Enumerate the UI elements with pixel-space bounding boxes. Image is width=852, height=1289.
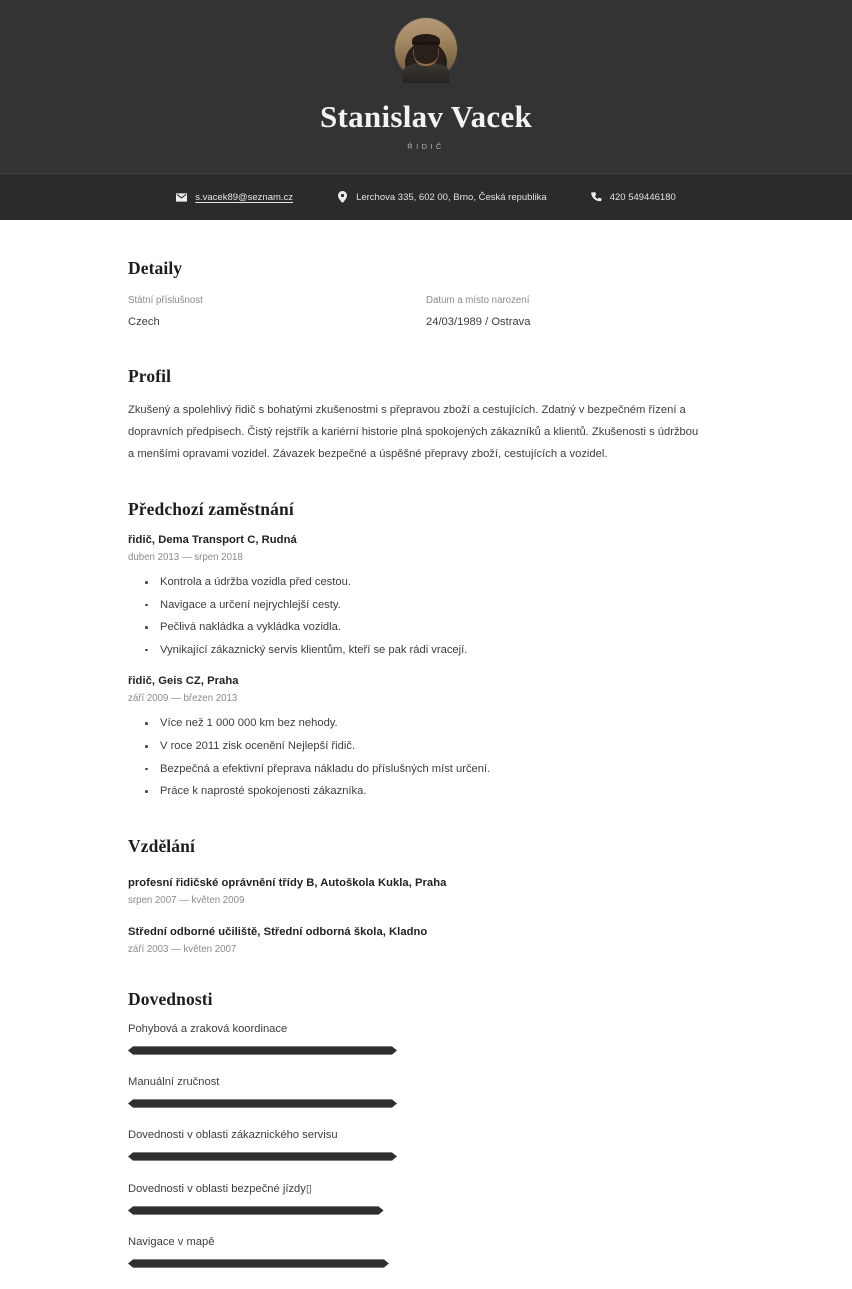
skill-item (128, 1129, 397, 1161)
experience-entry-date: září 2009 — březen 2013 (128, 693, 238, 705)
section-title-education: Vzdělání (128, 835, 195, 856)
skill-bar-track (128, 1206, 397, 1215)
skill-name: Dovednosti v oblasti bezpečné jízdy▯ (128, 1182, 313, 1195)
skill-name: Navigace v mapě (128, 1235, 215, 1248)
education-entry-date: září 2003 — květen 2007 (128, 943, 237, 955)
experience-entry-title: řidič, Dema Transport C, Rudná (128, 533, 297, 546)
list-item: Pečlivá nakládka a vykládka vozidla. (128, 616, 724, 639)
list-item: Více než 1 000 000 km bez nehody. (128, 712, 724, 735)
resume-body (0, 220, 852, 1289)
contact-address (337, 192, 547, 203)
details-columns (128, 294, 724, 330)
list-item: V roce 2011 zisk ocenění Nejlepší řidič. (128, 735, 724, 758)
contact-phone (591, 192, 676, 203)
resume-header (0, 0, 852, 174)
profile-text: Zkušený a spolehlivý řidič s bohatými zkušenostmi s přepravou zboží a cestujících. Zdatný v bezpečném řízení a dopravních předpisech. Čistý rejstřík a kariérní historie plná spokojených zákazníků a klientů. Zkušenosti s údržbou a menšími opravami vozidel. Závazek bezpečné a úspěšné přepravy zboží, cestujících a vozidel. (128, 404, 699, 461)
experience-entry-bullets (128, 571, 724, 662)
skill-item (128, 1236, 397, 1268)
skill-item (128, 1023, 397, 1055)
candidate-job-title: ŘIDIČ (407, 142, 445, 152)
phone-icon (591, 192, 602, 203)
envelope-icon (176, 192, 187, 203)
candidate-name: Stanislav Vacek (319, 99, 533, 134)
skills-grid (128, 1023, 724, 1289)
skill-bar (128, 1046, 397, 1055)
skill-name: Pohybová a zraková koordinace (128, 1022, 288, 1035)
photo-shoulders (403, 63, 449, 83)
experience-entry (128, 534, 724, 662)
contact-address-text: Lerchova 335, 602 00, Brno, Česká republika (356, 191, 547, 203)
skill-bar-track (128, 1046, 397, 1055)
section-title-experience: Předchozí zaměstnání (128, 498, 294, 519)
details-field-birth (426, 294, 724, 330)
skill-bar (128, 1206, 384, 1215)
experience-entry-date: duben 2013 — srpen 2018 (128, 551, 243, 563)
contact-phone-text: 420 549446180 (609, 191, 676, 203)
profile-photo (395, 18, 457, 80)
details-label: Státní příslušnost (128, 295, 203, 307)
skill-name: Dovednosti v oblasti zákaznického servisu (128, 1128, 338, 1141)
contact-bar (0, 174, 852, 220)
section-profile (128, 366, 724, 466)
list-item: Bezpečná a efektivní přeprava nákladu do příslušných míst určení. (128, 758, 724, 781)
list-item: Navigace a určení nejrychlejší cesty. (128, 594, 724, 617)
experience-entry (128, 675, 724, 803)
section-education (128, 836, 724, 955)
education-entry-title: profesní řidičské oprávnění třídy B, Autoškola Kukla, Praha (128, 876, 447, 889)
skill-item (128, 1076, 397, 1108)
list-item: Kontrola a údržba vozidla před cestou. (128, 571, 724, 594)
details-field-nationality (128, 294, 426, 330)
skill-bar-track (128, 1152, 397, 1161)
skill-bar-track (128, 1099, 397, 1108)
education-entry (128, 926, 724, 955)
education-entry (128, 877, 724, 906)
details-label: Datum a místo narození (426, 295, 530, 307)
skill-item (128, 1182, 397, 1215)
education-entry-date: srpen 2007 — květen 2009 (128, 894, 245, 906)
list-item: Práce k naprosté spokojenosti zákazníka. (128, 780, 724, 803)
section-title-skills: Dovednosti (128, 988, 213, 1009)
section-skills (128, 989, 724, 1289)
location-pin-icon (337, 192, 348, 203)
section-title-profile: Profil (128, 366, 172, 387)
details-value: Czech (128, 315, 160, 328)
contact-email-text: s.vacek89@seznam.cz (195, 191, 294, 203)
skill-bar (128, 1259, 389, 1268)
details-value: 24/03/1989 / Ostrava (426, 315, 531, 328)
skill-bar (128, 1099, 397, 1108)
photo-beard (414, 45, 438, 64)
section-details (128, 258, 724, 330)
experience-entry-title: řidič, Geis CZ, Praha (128, 675, 239, 688)
skill-bar-track (128, 1259, 397, 1268)
section-experience (128, 499, 724, 803)
skill-bar (128, 1152, 397, 1161)
education-entry-title: Střední odborné učiliště, Střední odborná škola, Kladno (128, 925, 428, 938)
contact-email[interactable] (176, 192, 293, 203)
section-title-details: Detaily (128, 258, 183, 279)
skill-name: Manuální zručnost (128, 1075, 220, 1088)
experience-entry-bullets (128, 712, 724, 803)
list-item: Vynikající zákaznický servis klientům, kteří se pak rádi vracejí. (128, 639, 724, 662)
